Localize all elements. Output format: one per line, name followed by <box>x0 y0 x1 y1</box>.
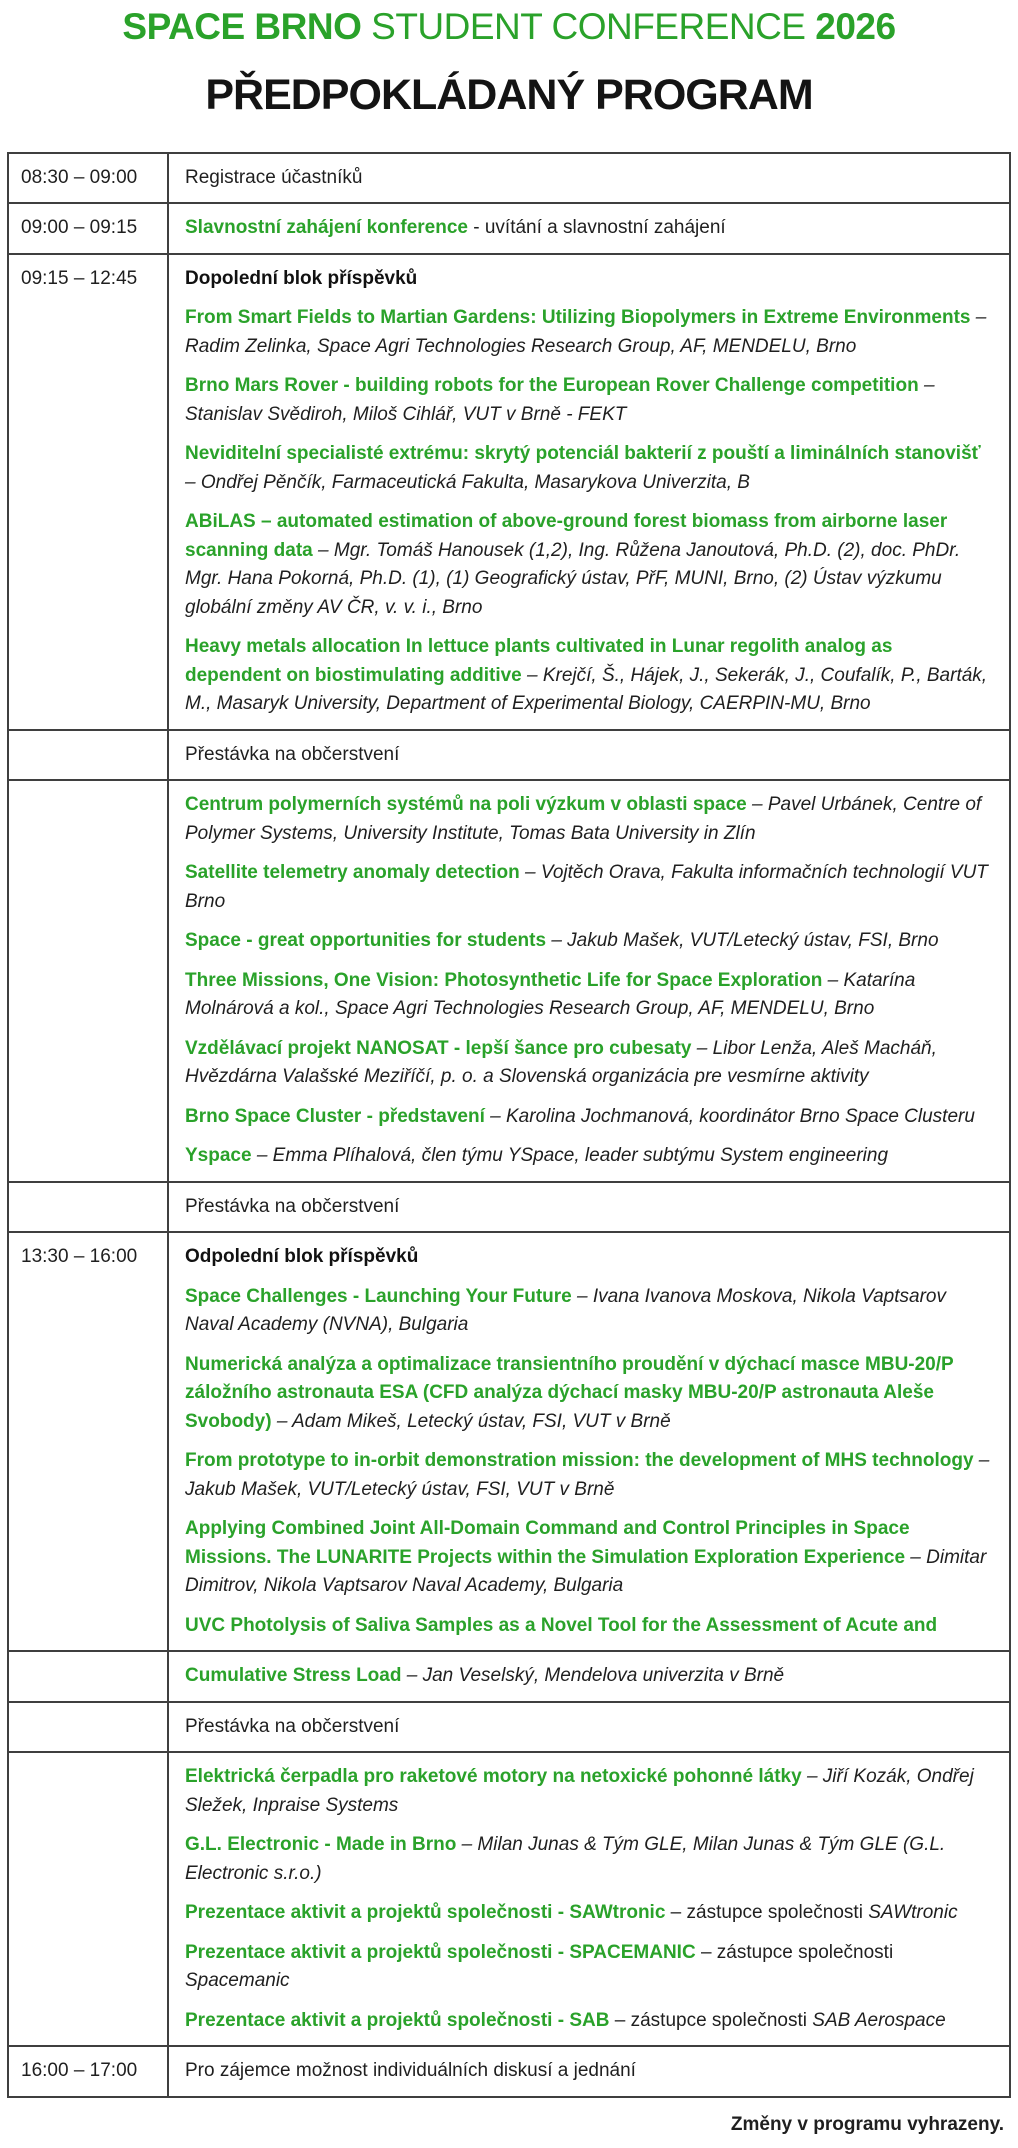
session-cell <box>169 731 1009 780</box>
table-row <box>9 729 1009 780</box>
session-speakers: SAB Aerospace <box>812 2009 946 2031</box>
time-cell <box>9 1703 169 1752</box>
session-paragraph <box>185 741 993 770</box>
session-cell <box>169 2047 1009 2096</box>
session-paragraph <box>185 265 993 294</box>
session-speakers: – Dimitar Dimitrov, Nikola Vaptsarov Naval Academy, Bulgaria <box>185 1546 987 1597</box>
time-cell <box>9 731 169 780</box>
session-speakers: – Adam Mikeš, Letecký ústav, FSI, VUT v Brně <box>271 1410 671 1432</box>
session-paragraph <box>185 1763 993 1820</box>
session-title: Space - great opportunities for students <box>185 930 547 952</box>
session-paragraph <box>185 1899 993 1928</box>
session-title: Applying Combined Joint All-Domain Command and Control Principles in Space Missions. The LUNARITE Projects within the Simulation Exploration Experience <box>185 1518 910 1568</box>
session-title: Heavy metals allocation In lettuce plants cultivated in Lunar regolith analog as dependent on biostimulating additive <box>185 636 893 686</box>
session-paragraph <box>185 164 993 193</box>
session-speakers: – Karolina Jochmanová, koordinátor Brno Space Clusteru <box>484 1105 975 1127</box>
session-text: – zástupce společnosti <box>695 1941 894 1963</box>
table-row <box>9 1181 1009 1232</box>
program-table <box>7 152 1011 2098</box>
session-cell <box>169 204 1009 253</box>
conference-title <box>0 6 1018 49</box>
table-row <box>9 253 1009 729</box>
session-cell <box>169 255 1009 729</box>
session-speakers: – Jakub Mašek, VUT/Letecký ústav, FSI, Brno <box>546 930 939 952</box>
session-text: Registrace účastníků <box>185 166 363 188</box>
session-paragraph <box>185 1193 993 1222</box>
session-paragraph <box>185 1831 993 1888</box>
session-cell <box>169 1652 1009 1701</box>
session-title: Centrum polymerních systémů na poli výzkum v oblasti space <box>185 794 747 816</box>
block-title: Odpolední blok příspěvků <box>185 1246 419 1268</box>
session-title: Prezentace aktivit a projektů společnosti - SAWtronic <box>185 1902 666 1924</box>
program-subtitle: PŘEDPOKLÁDANÝ PROGRAM <box>205 70 813 119</box>
session-title: Elektrická čerpadla pro raketové motory na netoxické pohonné látky <box>185 1766 802 1788</box>
session-paragraph <box>185 1351 993 1437</box>
session-paragraph <box>185 2057 993 2086</box>
session-paragraph <box>185 372 993 429</box>
time-cell <box>9 1753 169 2045</box>
table-row <box>9 154 1009 203</box>
time-cell <box>9 781 169 1181</box>
session-text: - uvítání a slavnostní zahájení <box>467 217 726 239</box>
break-label: Přestávka na občerstvení <box>185 1715 400 1737</box>
session-speakers: – Ondřej Pěnčík, Farmaceutická Fakulta, Masarykova Univerzita, B <box>185 471 750 493</box>
time-cell <box>9 1183 169 1232</box>
session-speakers: – Jakub Mašek, VUT/Letecký ústav, FSI, VUT v Brně <box>185 1450 990 1500</box>
table-row <box>9 1650 1009 1701</box>
break-label: Přestávka na občerstvení <box>185 743 400 765</box>
page-footer <box>0 2114 1018 2148</box>
session-title: G.L. Electronic - Made in Brno <box>185 1834 457 1856</box>
break-label: Přestávka na občerstvení <box>185 1195 400 1217</box>
session-title: Neviditelní specialisté extrému: skrytý potenciál bakterií z pouští a liminálních stanovišť <box>185 443 981 465</box>
table-row <box>9 1701 1009 1752</box>
table-row <box>9 1231 1009 1650</box>
time-cell <box>9 1652 169 1701</box>
session-paragraph <box>185 440 993 497</box>
session-paragraph <box>185 1103 993 1132</box>
session-title: Yspace <box>185 1145 252 1167</box>
session-paragraph <box>185 633 993 719</box>
session-paragraph <box>185 1035 993 1092</box>
session-text: Pro zájemce možnost individuálních diskusí a jednání <box>185 2060 636 2082</box>
session-paragraph <box>185 1713 993 1742</box>
time-cell: 13:30 – 16:00 <box>9 1233 169 1650</box>
conference-title-brand: SPACE BRNO <box>122 6 362 47</box>
session-text: – zástupce společnosti <box>665 1902 869 1924</box>
session-speakers: – Radim Zelinka, Space Agri Technologies Research Group, AF, MENDELU, Brno <box>185 307 987 357</box>
session-speakers: – Ivana Ivanova Moskova, Nikola Vaptsarov Naval Academy (NVNA), Bulgaria <box>185 1285 946 1336</box>
table-row <box>9 779 1009 1181</box>
session-paragraph <box>185 1939 993 1996</box>
session-title: Numerická analýza a optimalizace transientního proudění v dýchací masce MBU-20/P záložního astronauta ESA (CFD analýza dýchací masky MBU-20/P astronauta Aleše Svobody) <box>185 1353 954 1432</box>
session-paragraph <box>185 214 993 243</box>
session-title: UVC Photolysis of Saliva Samples as a Novel Tool for the Assessment of Acute and <box>185 1614 938 1636</box>
session-title: Brno Mars Rover - building robots for the European Rover Challenge competition <box>185 375 919 397</box>
session-speakers: – Vojtěch Orava, Fakulta informačních technologií VUT Brno <box>185 862 988 912</box>
session-title: Prezentace aktivit a projektů společnosti - SAB <box>185 2009 610 2031</box>
table-row <box>9 2045 1009 2096</box>
session-speakers: SAWtronic <box>868 1902 958 1924</box>
session-cell <box>169 1233 1009 1650</box>
time-cell: 16:00 – 17:00 <box>9 2047 169 2096</box>
session-title: Three Missions, One Vision: Photosynthetic Life for Space Exploration <box>185 969 823 991</box>
session-speakers: – Emma Plíhalová, člen týmu YSpace, leader subtýmu System engineering <box>251 1145 889 1167</box>
session-title: Space Challenges - Launching Your Future <box>185 1285 572 1307</box>
session-title: From Smart Fields to Martian Gardens: Utilizing Biopolymers in Extreme Environments <box>185 307 971 329</box>
session-paragraph <box>185 1612 993 1641</box>
block-title: Dopolední blok příspěvků <box>185 267 418 289</box>
session-paragraph <box>185 1447 993 1504</box>
session-title: Satellite telemetry anomaly detection <box>185 862 520 884</box>
session-speakers: – Katarína Molnárová a kol., Space Agri Technologies Research Group, AF, MENDELU, Brno <box>185 969 916 1020</box>
session-title: Prezentace aktivit a projektů společnosti - SPACEMANIC <box>185 1941 696 1963</box>
time-cell: 09:15 – 12:45 <box>9 255 169 729</box>
table-row <box>9 1751 1009 2045</box>
session-cell <box>169 154 1009 203</box>
session-title: From prototype to in-orbit demonstration mission: the development of MHS technology <box>185 1450 974 1472</box>
session-paragraph <box>185 1243 993 1272</box>
footer-note: Změny v programu vyhrazeny. <box>730 2113 1004 2135</box>
session-paragraph <box>185 859 993 916</box>
session-paragraph <box>185 508 993 622</box>
session-paragraph <box>185 967 993 1024</box>
session-speakers: – Milan Junas & Tým GLE, Milan Junas & Tým GLE (G.L. Electronic s.r.o.) <box>185 1834 946 1884</box>
session-paragraph <box>185 2007 993 2036</box>
session-paragraph <box>185 1283 993 1340</box>
session-cell <box>169 781 1009 1181</box>
session-title: ABiLAS – automated estimation of above-ground forest biomass from airborne laser scanning data <box>185 511 948 561</box>
session-speakers: – Libor Lenža, Aleš Macháň, Hvězdárna Valašské Meziříčí, p. o. a Slovenská organizácia pre vesmírne aktivity <box>185 1037 937 1088</box>
session-title: Cumulative Stress Load <box>185 1665 402 1687</box>
session-paragraph <box>185 1142 993 1171</box>
time-cell: 09:00 – 09:15 <box>9 204 169 253</box>
session-paragraph <box>185 791 993 848</box>
session-paragraph <box>185 1662 993 1691</box>
session-title: Brno Space Cluster - představení <box>185 1105 485 1127</box>
conference-title-middle: STUDENT CONFERENCE <box>361 6 816 47</box>
program-document <box>0 6 1018 2148</box>
page-header <box>0 6 1018 120</box>
session-cell <box>169 1183 1009 1232</box>
time-cell: 08:30 – 09:00 <box>9 154 169 203</box>
session-speakers: – Jiří Kozák, Ondřej Sležek, Inpraise Systems <box>185 1766 974 1816</box>
session-cell <box>169 1753 1009 2045</box>
session-speakers: – Krejčí, Š., Hájek, J., Sekerák, J., Coufalík, P., Barták, M., Masaryk University, Department of Experimental Biology, CAERPIN-MU, Brno <box>185 664 988 715</box>
session-paragraph <box>185 304 993 361</box>
session-cell <box>169 1703 1009 1752</box>
session-paragraph <box>185 927 993 956</box>
session-speakers: – Mgr. Tomáš Hanousek (1,2), Ing. Růžena Janoutová, Ph.D. (2), doc. PhDr. Mgr. Hana Pokorná, Ph.D. (1), (1) Geografický ústav, PřF, MUNI, Brno, (2) Ústav výzkumu globální změny AV ČR, v. v. i., Brno <box>185 539 961 618</box>
session-paragraph <box>185 1515 993 1601</box>
table-row <box>9 202 1009 253</box>
session-speakers: – Pavel Urbánek, Centre of Polymer Systems, University Institute, Tomas Bata University in Zlín <box>185 794 982 844</box>
session-speakers: – Jan Veselský, Mendelova univerzita v Brně <box>401 1665 785 1687</box>
session-title: Slavnostní zahájení konference <box>185 217 468 239</box>
session-text: – zástupce společnosti <box>609 2009 813 2031</box>
session-title: Vzdělávací projekt NANOSAT - lepší šance pro cubesaty <box>185 1037 692 1059</box>
session-speakers: – Stanislav Svědiroh, Miloš Cihlář, VUT v Brně - FEKT <box>185 375 935 425</box>
conference-title-year: 2026 <box>815 6 896 47</box>
session-speakers: Spacemanic <box>185 1970 290 1992</box>
